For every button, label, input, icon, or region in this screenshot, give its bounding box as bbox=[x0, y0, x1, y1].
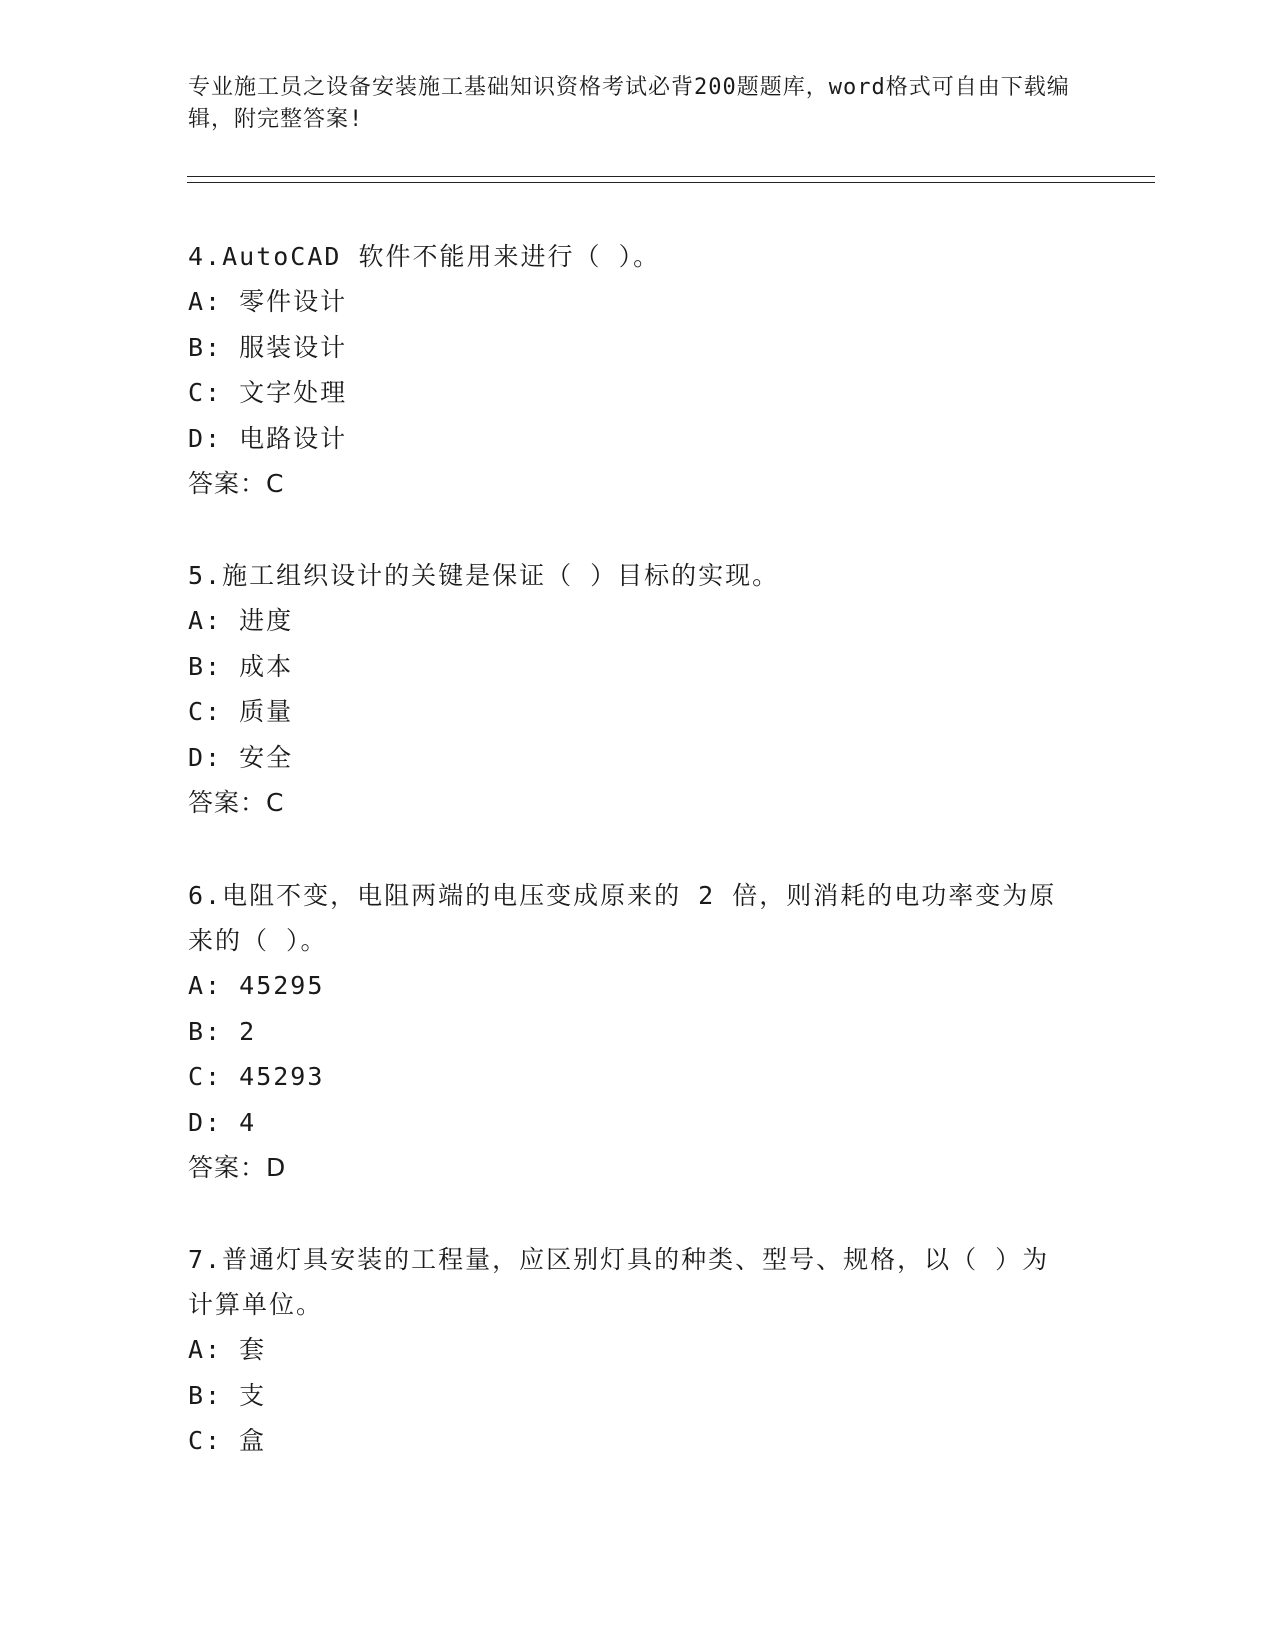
option-a: A: 45295 bbox=[188, 971, 325, 1000]
option-d: D: 4 bbox=[188, 1107, 257, 1137]
question-4 bbox=[188, 234, 1068, 507]
option-a: A: 套 bbox=[188, 1335, 267, 1364]
option-d: D: 电路设计 bbox=[188, 423, 348, 453]
option-c: C: 45293 bbox=[188, 1062, 325, 1091]
question-7 bbox=[188, 1237, 1068, 1464]
question-6 bbox=[188, 873, 1068, 1191]
answer: 答案：D bbox=[188, 1153, 287, 1182]
question-stem: 6.电阻不变，电阻两端的电压变成原来的 2 倍，则消耗的电功率变为原来的（ ）。 bbox=[188, 881, 1057, 955]
question-5 bbox=[188, 553, 1068, 826]
option-a: A: 进度 bbox=[188, 606, 294, 635]
option-a: A: 零件设计 bbox=[188, 287, 348, 316]
header-rule-top bbox=[187, 176, 1155, 177]
option-c: C: 文字处理 bbox=[188, 378, 348, 407]
option-c: C: 质量 bbox=[188, 697, 294, 726]
question-stem: 4.AutoCAD 软件不能用来进行（ ）。 bbox=[188, 242, 661, 271]
answer: 答案：C bbox=[188, 469, 285, 498]
header-rule-bottom bbox=[187, 182, 1155, 183]
option-b: B: 成本 bbox=[188, 651, 294, 681]
answer: 答案：C bbox=[188, 788, 285, 817]
document-header: 专业施工员之设备安装施工基础知识资格考试必背200题题库，word格式可自由下载编辑，附完整答案! bbox=[188, 75, 1070, 132]
question-stem: 5.施工组织设计的关键是保证（ ）目标的实现。 bbox=[188, 561, 780, 590]
question-stem: 7.普通灯具安装的工程量，应区别灯具的种类、型号、规格，以（ ）为计算单位。 bbox=[188, 1245, 1050, 1319]
option-c: C: 盒 bbox=[188, 1426, 267, 1455]
option-b: B: 服装设计 bbox=[188, 332, 348, 362]
option-b: B: 2 bbox=[188, 1016, 257, 1046]
option-b: B: 支 bbox=[188, 1380, 267, 1410]
option-d: D: 安全 bbox=[188, 742, 294, 772]
